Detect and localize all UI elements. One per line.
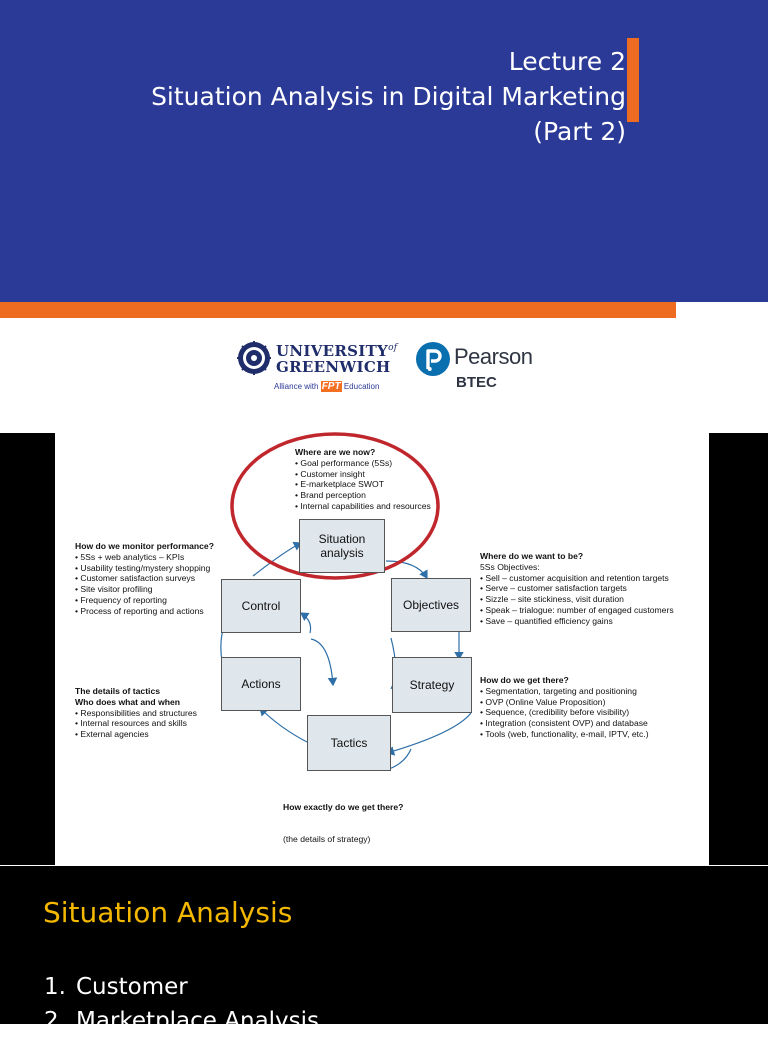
university-of-greenwich-logo [236,338,406,398]
tactics-label: Tactics [330,736,368,750]
situation-analysis-label: Situation analysis [318,532,366,560]
slide-title [151,44,626,149]
title-line-3: (Part 2) [533,117,626,146]
sostac-diagram [55,433,709,865]
agenda-title: Situation Analysis [43,896,293,929]
diagram-slide [0,433,768,865]
pearson-btec-logo [416,338,546,398]
btec-wordmark: BTEC [456,374,497,391]
strategy-box [392,657,472,713]
alliance-text: Alliance with FPT Education [274,381,380,392]
title-line-2: Situation Analysis in Digital Marketing [151,82,626,111]
situation-analysis-box [299,519,385,573]
agenda-slide [0,866,768,1034]
university-name: $UNIVERSITY^{of}$ GREENWICH [276,342,398,376]
objectives-label: Objectives [402,598,460,612]
how-exactly-note: How exactly do we get there? (the details of strategy) [283,801,404,844]
title-slide [0,0,768,432]
title-line-1: Lecture 2 [508,47,626,76]
list-item: 2. Marketplace Analysis [44,1008,320,1034]
strategy-label: Strategy [409,678,455,692]
where-want-to-be-note: Where do we want to be? 5Ss Objectives: • Sell – customer acquisition and retention targets • Serve – customer satisfaction targets • Sizzle – site stickiness, visit duration • Speak – trialogue: number of engaged customers • Save – quantified efficiency gains [480,551,674,626]
pearson-wordmark: Pearson [454,344,533,369]
actions-label: Actions [241,677,281,691]
tactics-box [307,715,391,771]
pearson-p-icon [416,342,450,376]
list-item: 1. Customer [44,974,188,1000]
where-are-we-now-note: Where are we now? • Goal performance (5Ss) • Customer insight • E-marketplace SWOT • Brand perception • Internal capabilities and resources [295,447,431,511]
monitor-performance-note: How do we monitor performance? • 5Ss + web analytics – KPIs • Usability testing/mystery shopping • Customer satisfaction surveys • Site visitor profiling • Frequency of reporting • Process of reporting and actions [75,541,214,616]
objectives-box [391,578,471,632]
tactics-details-note: The details of tactics Who does what and when • Responsibilities and structures • Internal resources and skills • External agencies [75,686,197,740]
control-label: Control [241,599,281,613]
accent-stripe [0,302,676,318]
accent-bar [627,38,639,122]
control-box [221,579,301,633]
agenda-list [44,970,319,1038]
how-get-there-note: How do we get there? • Segmentation, targeting and positioning • OVP (Online Value Proposition) • Sequence, (credibility before visibility) • Integration (consistent OVP) and database • Tools (web, functionality, e-mail, IPTV, etc.) [480,675,649,739]
actions-box [221,657,301,711]
greenwich-crest-icon [236,340,272,376]
partner-logos [236,338,546,398]
